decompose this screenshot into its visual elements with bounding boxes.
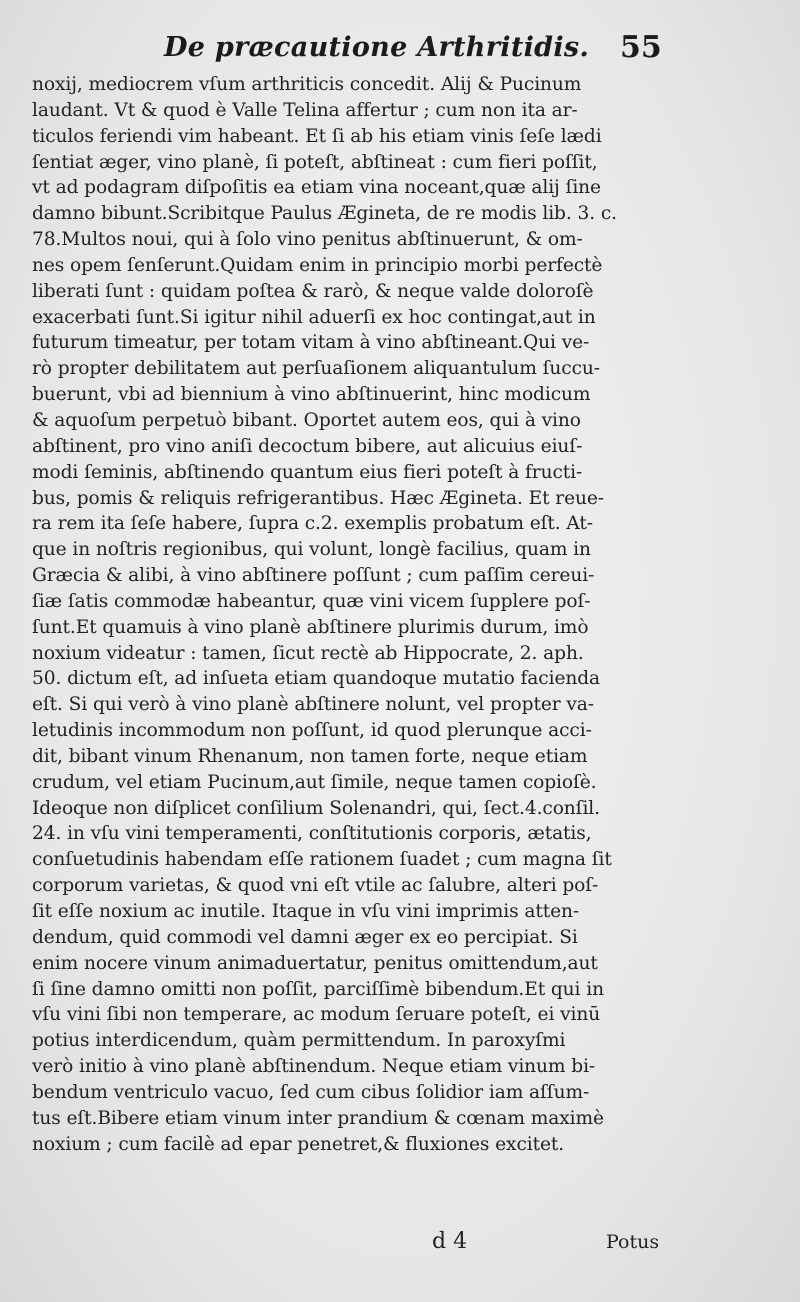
text-line: bendum ventriculo vacuo, ſed cum cibus ſolidior iam aſſum- — [32, 1081, 590, 1103]
text-line: que in noſtris regionibus, qui volunt, longè facilius, quam in — [32, 539, 591, 561]
text-line: potius interdicendum, quàm permittendum. In paroxyſmi — [32, 1030, 566, 1052]
text-line: letudinis incommodum non poſſunt, id quod plerunque acci- — [32, 720, 592, 742]
body-text — [32, 72, 672, 1157]
text-line: nes opem ſenſerunt.Quidam enim in principio morbi perfectè — [32, 254, 603, 276]
text-line: futurum timeatur, per totam vitam à vino abſtineant.Qui ve- — [32, 332, 590, 354]
text-line: vſu vini ſibi non temperare, ac modum ſeruare poteſt, ei vinū — [32, 1004, 601, 1026]
text-line: dendum, quid commodi vel damni æger ex eo percipiat. Si — [32, 926, 578, 948]
text-line: liberati ſunt : quidam poſtea & rarò, & neque valde doloroſè — [32, 280, 594, 302]
text-line: noxium videatur : tamen, ſicut rectè ab Hippocrate, 2. aph. — [32, 642, 584, 664]
text-line: ticulos feriendi vim habeant. Et ſi ab his etiam vinis ſeſe lædi — [32, 125, 602, 147]
text-line: ſiæ ſatis commodæ habeantur, quæ vini vicem ſupplere poſ- — [32, 590, 591, 612]
text-line: rò propter debilitatem aut perſuaſionem aliquantulum ſuccu- — [32, 358, 600, 380]
text-line: tus eſt.Bibere etiam vinum inter prandium & cœnam maximè — [32, 1107, 604, 1129]
text-line: abſtinent, pro vino aniſi decoctum bibere, aut alicuius eiuſ- — [32, 435, 583, 457]
text-line: noxij, mediocrem vſum arthriticis concedit. Alij & Pucinum — [32, 74, 582, 95]
text-line: damno bibunt.Scribitque Paulus Ægineta, de re modis lib. 3. c. — [32, 203, 617, 225]
text-line: 50. dictum eſt, ad inſueta etiam quandoque mutatio facienda — [32, 668, 601, 690]
text-line: bus, pomis & reliquis refrigerantibus. Hæc Ægineta. Et reue- — [32, 487, 604, 509]
page-header — [34, 28, 674, 78]
text-line: 24. in vſu vini temperamenti, conſtitutionis corporis, ætatis, — [32, 823, 592, 845]
running-title: De præcautione Arthritidis. — [164, 32, 590, 63]
text-line: crudum, vel etiam Pucinum,aut ſimile, neque tamen copioſè. — [32, 771, 597, 793]
page-footer — [0, 1225, 800, 1265]
text-line: ſentiat æger, vino planè, ſi poteſt, abſtineat : cum fieri poſſit, — [32, 151, 598, 173]
text-line: ſunt.Et quamuis à vino planè abſtinere plurimis durum, imò — [32, 616, 589, 638]
text-line: conſuetudinis habendam eſſe rationem ſuadet ; cum magna ſit — [32, 849, 612, 871]
text-line: ra rem ita ſeſe habere, ſupra c.2. exemplis probatum eſt. At- — [32, 513, 593, 535]
text-line: corporum varietas, & quod vni eſt vtile ac ſalubre, alteri poſ- — [32, 875, 599, 897]
text-line: eſt. Si qui verò à vino planè abſtinere nolunt, vel propter va- — [32, 694, 594, 716]
page-number: 55 — [620, 30, 662, 65]
text-line: noxium ; cum facilè ad epar penetret,& fluxiones excitet. — [32, 1133, 565, 1155]
catchword: Potus — [606, 1231, 660, 1253]
text-line: exacerbati ſunt.Si igitur nihil aduerſi ex hoc contingat,aut in — [32, 306, 596, 328]
text-line: modi ſeminis, abſtinendo quantum eius fieri poteſt à fructi- — [32, 461, 583, 483]
text-line: ſi ſine damno omitti non poſſit, parciſſimè bibendum.Et qui in — [32, 978, 604, 1000]
signature-mark: d 4 — [432, 1229, 468, 1254]
text-line: verò initio à vino planè abſtinendum. Neque etiam vinum bi- — [32, 1056, 596, 1078]
text-line: Ideoque non diſplicet conſilium Solenandri, qui, ſect.4.conſil. — [32, 797, 600, 819]
text-line: & aquoſum perpetuò bibant. Oportet autem eos, qui à vino — [32, 409, 581, 431]
text-line: enim nocere vinum animaduertatur, penitus omittendum,aut — [32, 952, 598, 974]
text-line: laudant. Vt & quod è Valle Telina affertur ; cum non ita ar- — [32, 99, 578, 121]
text-line: dit, bibant vinum Rhenanum, non tamen forte, neque etiam — [32, 745, 588, 767]
text-line: vt ad podagram diſpoſitis ea etiam vina noceant,quæ alij ſine — [32, 177, 601, 199]
text-line: 78.Multos noui, qui à ſolo vino penitus abſtinuerunt, & om- — [32, 229, 583, 251]
text-line: ſit eſſe noxium ac inutile. Itaque in vſu vini imprimis atten- — [32, 901, 580, 922]
text-line: Græcia & alibi, à vino abſtinere poſſunt ; cum paſſim cereui- — [32, 565, 595, 587]
text-line: buerunt, vbi ad biennium à vino abſtinuerint, hinc modicum — [32, 384, 591, 406]
